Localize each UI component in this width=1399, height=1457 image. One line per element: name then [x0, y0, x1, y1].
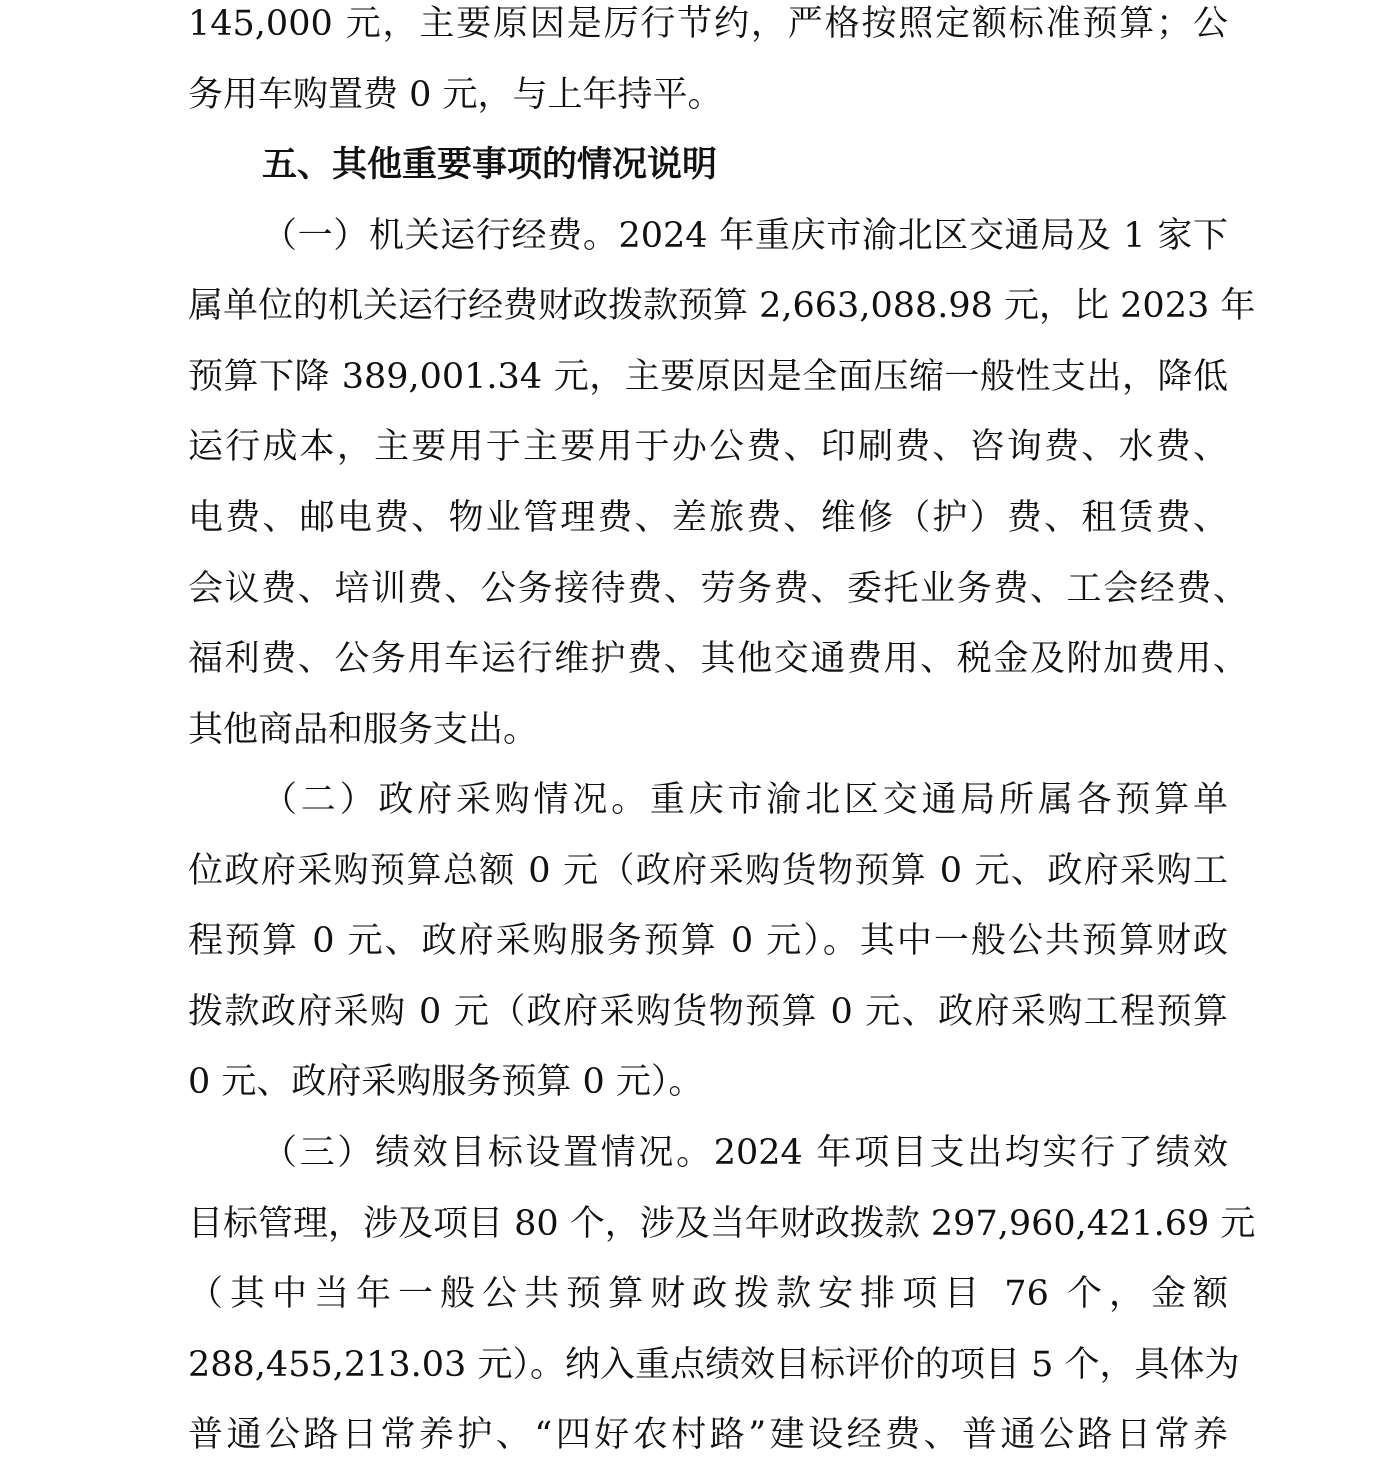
paragraph-line: 程预算 0 元、政府采购服务预算 0 元）。其中一般公共预算财政 [188, 921, 1228, 961]
paragraph-line: 运行成本，主要用于主要用于办公费、印刷费、咨询费、水费、 [188, 427, 1228, 467]
paragraph-line: 预算下降 389,001.34 元，主要原因是全面压缩一般性支出，降低 [188, 357, 1228, 397]
paragraph-line: （其中当年一般公共预算财政拨款安排项目 76 个，金额 [188, 1274, 1228, 1314]
paragraph-line: （二）政府采购情况。重庆市渝北区交通局所属各预算单 [262, 780, 1228, 820]
paragraph-line: 福利费、公务用车运行维护费、其他交通费用、税金及附加费用、 [188, 639, 1248, 679]
paragraph-line: （三）绩效目标设置情况。2024 年项目支出均实行了绩效 [262, 1133, 1228, 1173]
text-line: 务用车购置费 0 元，与上年持平。 [188, 75, 723, 115]
paragraph-line: 目标管理，涉及项目 80 个，涉及当年财政拨款 297,960,421.69 元 [188, 1204, 1256, 1244]
paragraph-line: 电费、邮电费、物业管理费、差旅费、维修（护）费、租赁费、 [188, 498, 1228, 538]
text-line: 145,000 元，主要原因是厉行节约，严格按照定额标准预算；公 [188, 4, 1228, 44]
section-heading: 五、其他重要事项的情况说明 [262, 145, 718, 185]
paragraph-line: 普通公路日常养护、“四好农村路”建设经费、普通公路日常养 [188, 1415, 1228, 1455]
paragraph-line: 288,455,213.03 元）。纳入重点绩效目标评价的项目 5 个，具体为 [188, 1345, 1240, 1385]
paragraph-line: （一）机关运行经费。2024 年重庆市渝北区交通局及 1 家下 [262, 216, 1228, 256]
paragraph-line: 拨款政府采购 0 元（政府采购货物预算 0 元、政府采购工程预算 [188, 992, 1228, 1032]
paragraph-line: 属单位的机关运行经费财政拨款预算 2,663,088.98 元，比 2023 年 [188, 286, 1256, 326]
paragraph-line: 其他商品和服务支出。 [188, 710, 539, 750]
paragraph-line: 0 元、政府采购服务预算 0 元）。 [188, 1062, 704, 1102]
paragraph-line: 位政府采购预算总额 0 元（政府采购货物预算 0 元、政府采购工 [188, 851, 1228, 891]
paragraph-line: 会议费、培训费、公务接待费、劳务费、委托业务费、工会经费、 [188, 569, 1248, 609]
